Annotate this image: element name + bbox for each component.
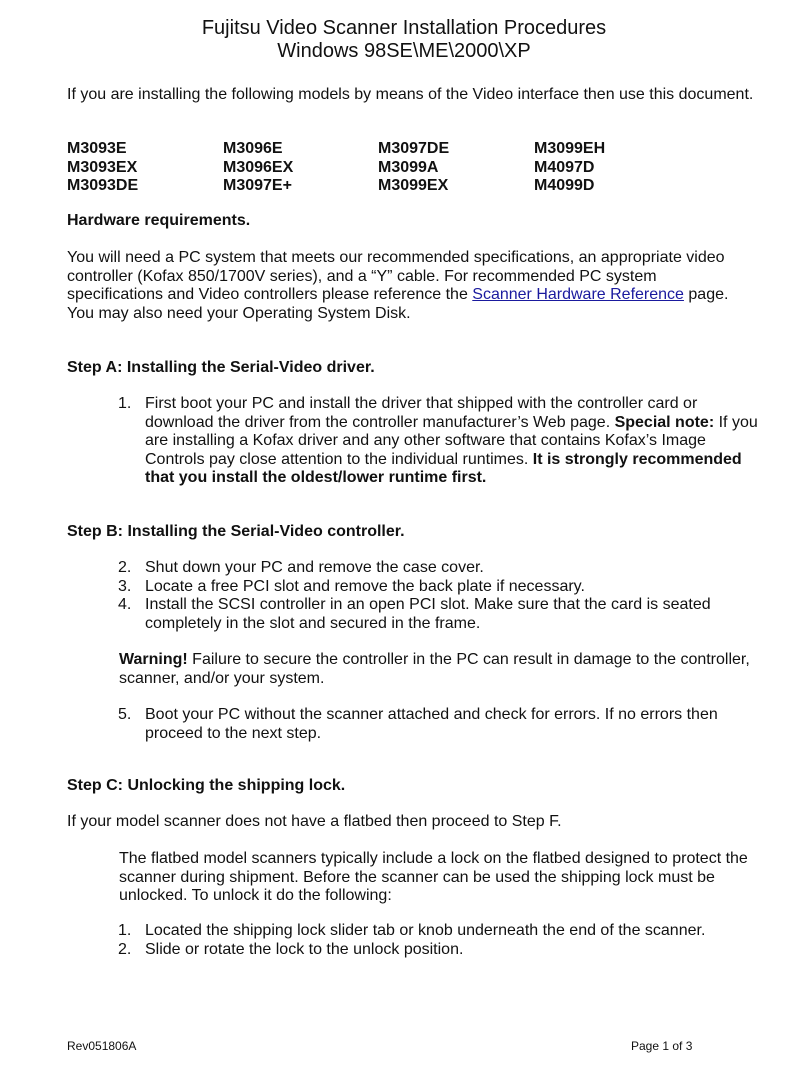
- list-number: 2.: [118, 559, 132, 576]
- model-name: M4097D: [534, 158, 595, 176]
- list-item: [118, 941, 758, 960]
- hardware-paragraph: [67, 249, 757, 323]
- list-item-text: Install the SCSI controller in an open PCI slot. Make sure that the card is seated completely in the slot and secured in the frame.: [145, 596, 711, 632]
- model-name: M3097DE: [378, 140, 450, 157]
- recommendation-text: It is strongly recommended that you install the oldest/lower runtime first.: [145, 450, 742, 486]
- warning-paragraph: [119, 651, 759, 688]
- warning-label: Warning!: [119, 651, 188, 668]
- special-note-label: Special note:: [614, 413, 715, 431]
- step-c-list: [118, 922, 758, 959]
- model-column: [67, 140, 138, 196]
- step-c-heading: Step C: Unlocking the shipping lock.: [67, 777, 346, 794]
- list-number: 3.: [118, 577, 132, 595]
- step-b-list: [118, 559, 758, 633]
- intro-paragraph: If you are installing the following models by means of the Video interface then use this document.: [67, 86, 754, 103]
- list-item: [118, 922, 758, 941]
- list-number: 2.: [118, 940, 132, 958]
- list-item-text: Slide or rotate the lock to the unlock position.: [145, 940, 464, 958]
- list-number: 1.: [118, 395, 132, 412]
- warning-text: Failure to secure the controller in the PC can result in damage to the controller, scanner, and/or your system.: [119, 651, 750, 687]
- list-item-text: First boot your PC and install the driver that shipped with the controller card or download the driver from the controller manufacturer’s Web page.: [145, 395, 698, 431]
- footer-page-number: Page 1 of 3: [631, 1039, 693, 1053]
- list-item: [118, 578, 758, 597]
- step-c-paragraph: The flatbed model scanners typically include a lock on the flatbed designed to protect the scanner during shipment. Before the scanner can be used the shipping lock must be unlocked. To unlock it do the following:: [119, 850, 748, 904]
- list-number: 5.: [118, 706, 132, 723]
- list-item: [118, 596, 758, 633]
- list-item-text: Located the shipping lock slider tab or knob underneath the end of the scanner.: [145, 922, 706, 939]
- step-b-list-continued: [118, 706, 758, 743]
- document-title: Fujitsu Video Scanner Installation Procedures: [201, 17, 607, 39]
- model-name: M3093DE: [67, 177, 139, 194]
- footer-revision: Rev051806A: [67, 1039, 137, 1053]
- model-name: M3096E: [223, 140, 283, 157]
- list-item: [118, 706, 758, 743]
- step-c-intro: If your model scanner does not have a flatbed then proceed to Step F.: [67, 813, 562, 830]
- model-name: M3093E: [67, 140, 127, 157]
- model-name: M3099EH: [534, 140, 606, 157]
- list-item-text: Locate a free PCI slot and remove the back plate if necessary.: [145, 577, 585, 595]
- hardware-heading: Hardware requirements.: [67, 212, 251, 229]
- model-name: M3097E+: [223, 177, 292, 194]
- special-note-text: If you are installing a Kofax driver and any other software that contains Kofax’s Image Controls pay close attention to the individual runtimes.: [145, 413, 758, 468]
- list-number: 1.: [118, 922, 132, 939]
- hardware-text-end: page. You may also need your Operating System Disk.: [67, 286, 729, 322]
- scanner-hardware-reference-link[interactable]: Scanner Hardware Reference: [472, 286, 684, 303]
- step-a-heading: Step A: Installing the Serial-Video driver.: [67, 359, 375, 376]
- model-column: [378, 140, 449, 196]
- step-b-heading: Step B: Installing the Serial-Video controller.: [67, 523, 405, 540]
- document-subtitle: Windows 98SE\ME\2000\XP: [277, 40, 531, 62]
- list-item: [118, 559, 758, 578]
- model-name: M3099EX: [378, 177, 449, 194]
- hardware-text: You will need a PC system that meets our recommended specifications, an appropriate video controller (Kofax 850/1700V series), and a “Y” cable. For recommended PC system specifications and Video controllers please reference the: [67, 249, 725, 303]
- model-name: M4099D: [534, 177, 595, 194]
- model-name: M3093EX: [67, 158, 138, 176]
- model-name: M3099A: [378, 158, 439, 176]
- model-column: [223, 140, 293, 196]
- list-item-text: Shut down your PC and remove the case cover.: [145, 559, 484, 576]
- list-number: 4.: [118, 596, 132, 613]
- step-a-list: [118, 395, 758, 488]
- list-item: [118, 395, 758, 488]
- model-column: [534, 140, 605, 196]
- list-item-text: Boot your PC without the scanner attached and check for errors. If no errors then proceed to the next step.: [145, 706, 718, 742]
- model-name: M3096EX: [223, 158, 294, 176]
